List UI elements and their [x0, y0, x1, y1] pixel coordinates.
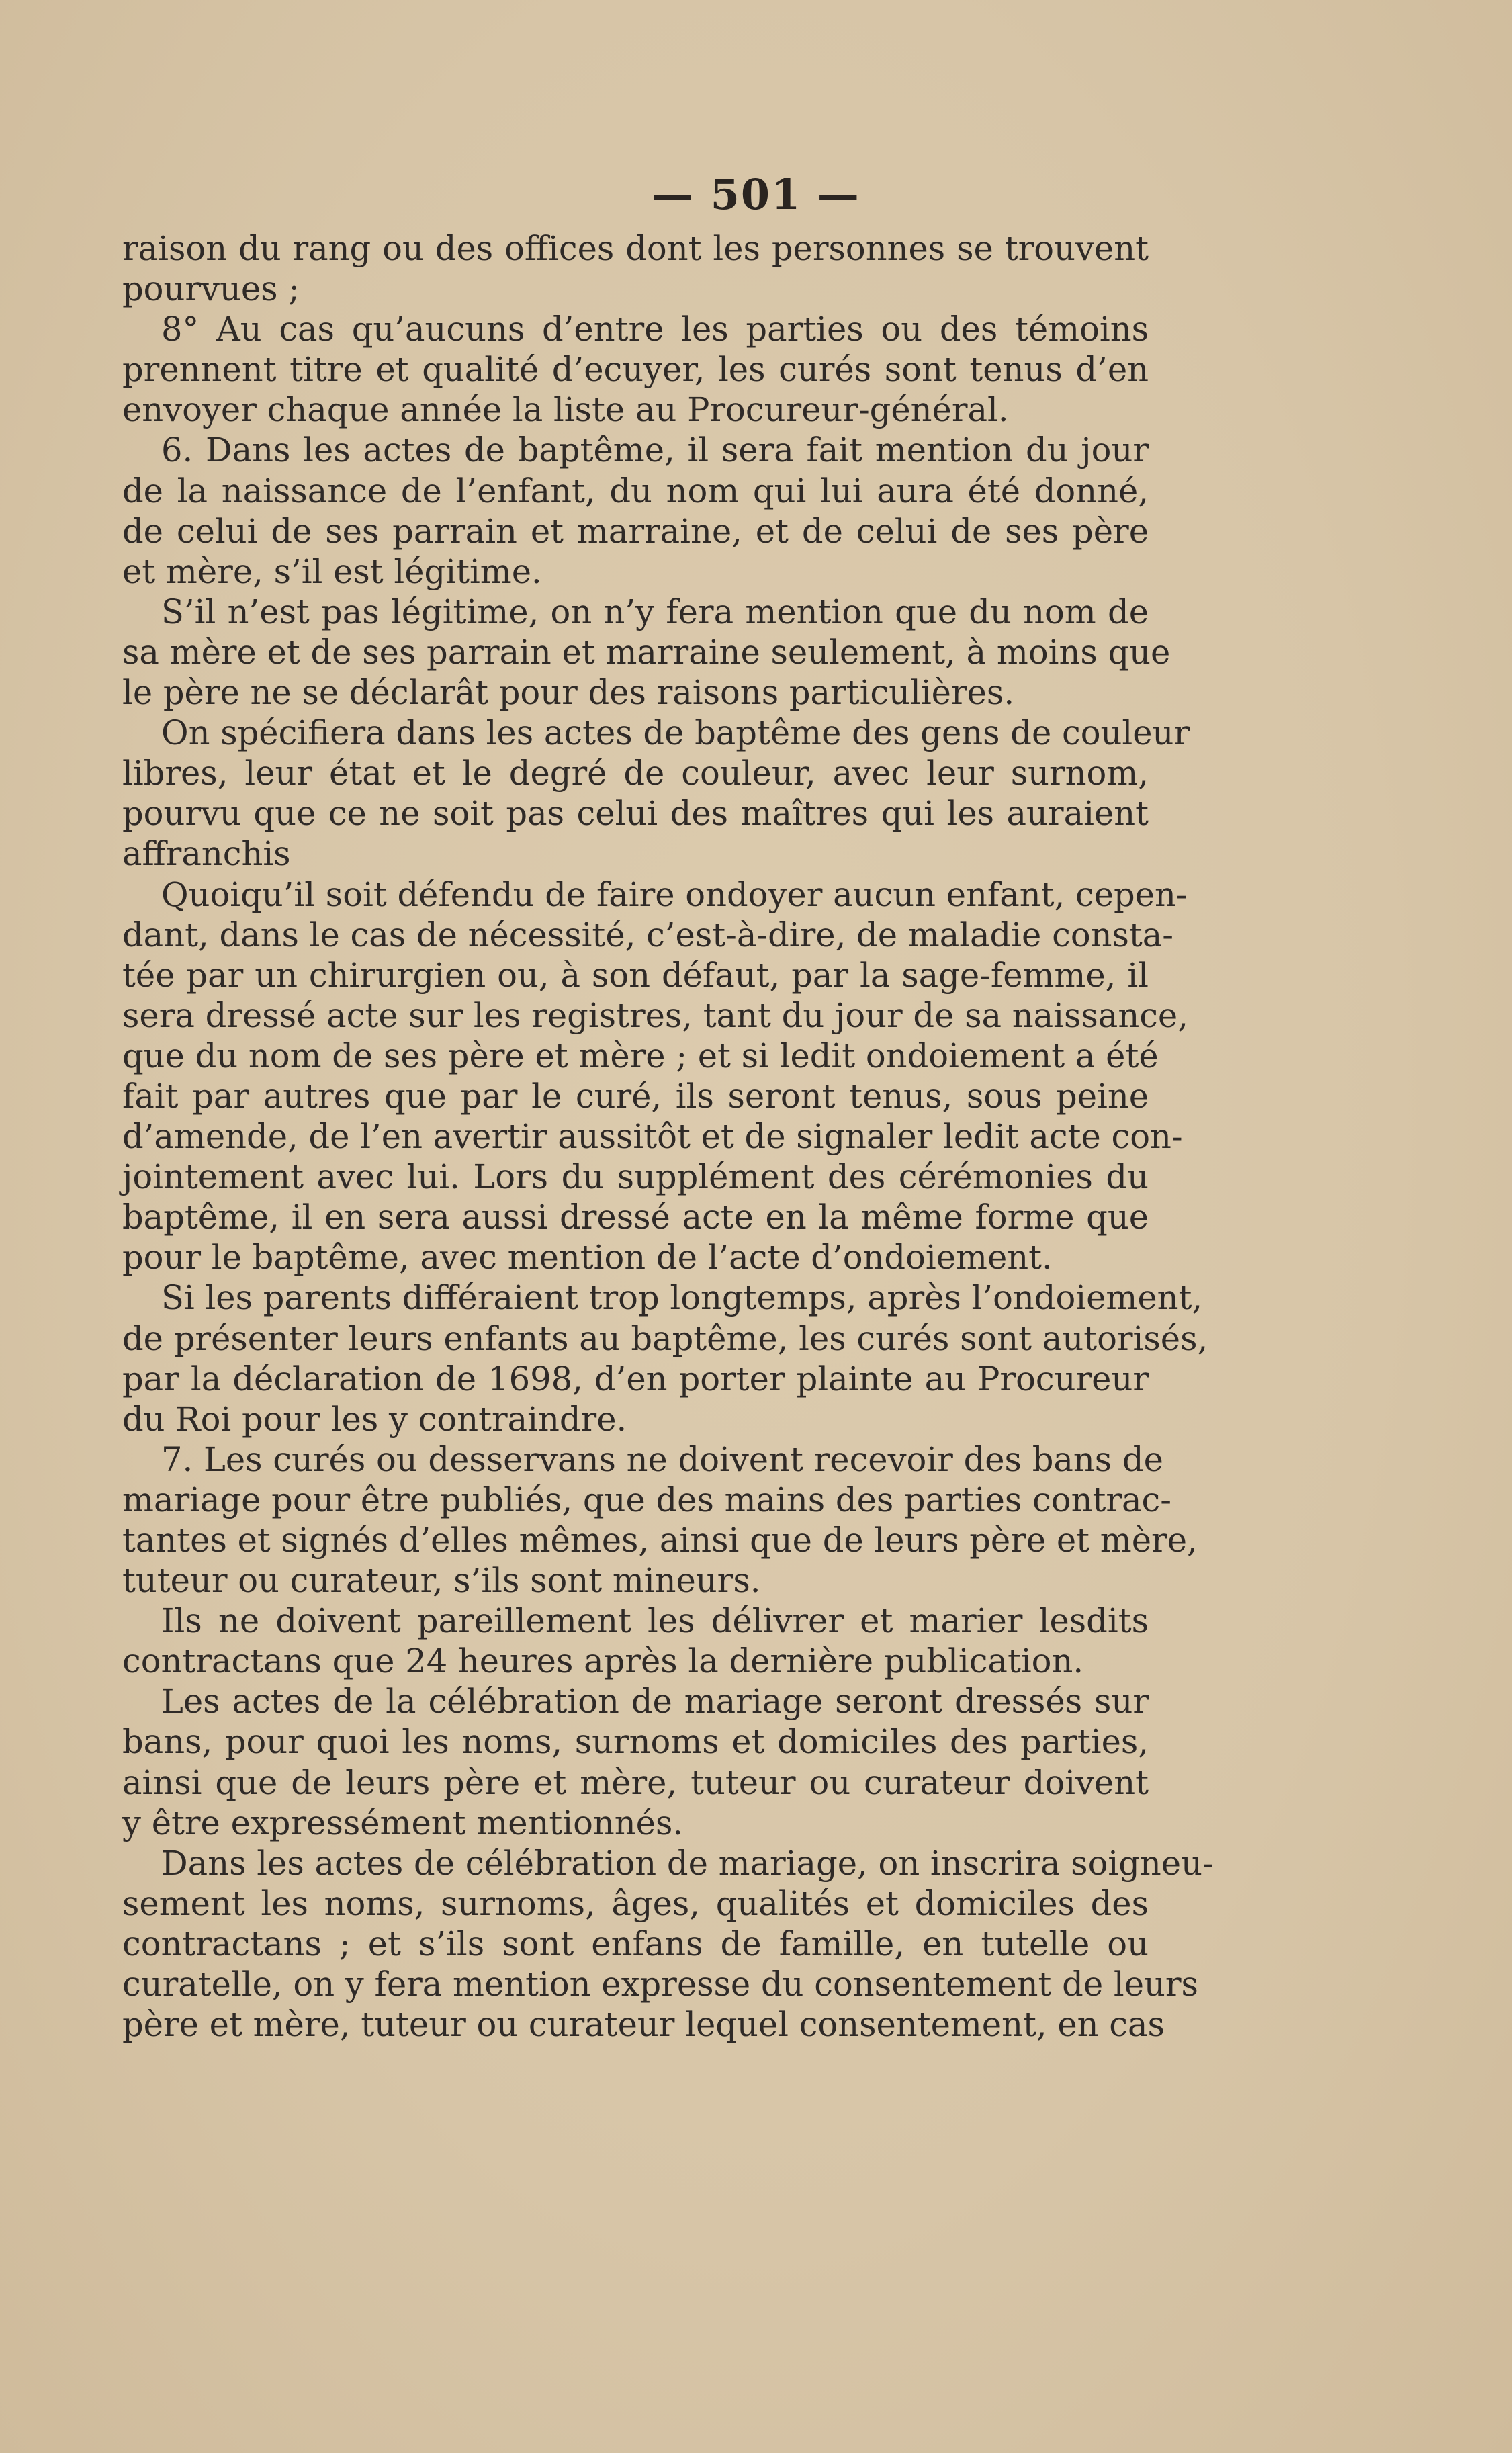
text-line: et mère, s’il est légitime.	[122, 551, 542, 591]
text-line: jointement avec lui. Lors du supplément des cérémonies du	[122, 1157, 1149, 1197]
text-line: 6. Dans les actes de baptême, il sera fait mention du jour	[161, 431, 1149, 470]
text-line: Quoiqu’il soit défendu de faire ondoyer aucun enfant, cepen-	[161, 875, 1188, 914]
text-line: 8° Au cas qu’aucuns d’entre les parties ou des témoins	[161, 310, 1149, 349]
text-line: pour le baptême, avec mention de l’acte d’ondoiement.	[122, 1238, 1053, 1278]
text-line: pourvu que ce ne soit pas celui des maîtres qui les auraient	[122, 794, 1149, 834]
text-line: tée par un chirurgien ou, à son défaut, par la sage-femme, il	[122, 955, 1149, 995]
text-line: de celui de ses parrain et marraine, et de celui de ses père	[122, 511, 1149, 551]
text-line: curatelle, on y fera mention expresse du consentement de leurs	[122, 1965, 1198, 2004]
text-line: envoyer chaque année la liste au Procureur-général.	[122, 390, 1009, 430]
text-line: père et mère, tuteur ou curateur lequel consentement, en cas	[122, 2005, 1165, 2045]
text-line: bans, pour quoi les noms, surnoms et domiciles des parties,	[122, 1722, 1149, 1762]
text-line: tantes et signés d’elles mêmes, ainsi que de leurs père et mère,	[122, 1521, 1198, 1560]
text-line: sa mère et de ses parrain et marraine seulement, à moins que	[122, 632, 1171, 672]
text-line: le père ne se déclarât pour des raisons particulières.	[122, 673, 1015, 713]
page-number: — 501 —	[652, 170, 860, 219]
text-line: libres, leur état et le degré de couleur, avec leur surnom,	[122, 754, 1149, 793]
text-line: sera dressé acte sur les registres, tant du jour de sa naissance,	[122, 995, 1188, 1035]
text-line: S’il n’est pas légitime, on n’y fera mention que du nom de	[161, 592, 1149, 631]
text-line: affranchis	[122, 834, 291, 874]
text-line: Ils ne doivent pareillement les délivrer et marier lesdits	[161, 1601, 1149, 1641]
text-line: y être expressément mentionnés.	[122, 1803, 684, 1842]
text-line: dant, dans le cas de nécessité, c’est-à-dire, de maladie consta-	[122, 915, 1174, 954]
text-line: par la déclaration de 1698, d’en porter plainte au Procureur	[122, 1359, 1149, 1398]
text-line: Si les parents différaient trop longtemps, après l’ondoiement,	[161, 1278, 1203, 1318]
text-line: d’amende, de l’en avertir aussitôt et de signaler ledit acte con-	[122, 1117, 1183, 1157]
text-line: fait par autres que par le curé, ils seront tenus, sous peine	[122, 1076, 1149, 1116]
text-line: pourvues ;	[122, 269, 300, 309]
text-line: On spécifiera dans les actes de baptême des gens de couleur	[161, 713, 1190, 753]
text-line: contractans que 24 heures après la dernière publication.	[122, 1642, 1084, 1681]
text-line: ainsi que de leurs père et mère, tuteur ou curateur doivent	[122, 1763, 1149, 1802]
text-line: prennent titre et qualité d’ecuyer, les curés sont tenus d’en	[122, 350, 1149, 390]
text-line: de la naissance de l’enfant, du nom qui lui aura été donné,	[122, 471, 1149, 510]
text-line: Les actes de la célébration de mariage seront dressés sur	[161, 1682, 1149, 1722]
text-line: mariage pour être publiés, que des mains des parties contrac-	[122, 1480, 1171, 1519]
text-line: 7. Les curés ou desservans ne doivent recevoir des bans de	[161, 1439, 1163, 1479]
text-line: que du nom de ses père et mère ; et si ledit ondoiement a été	[122, 1036, 1159, 1075]
text-line: contractans ; et s’ils sont enfans de famille, en tutelle ou	[122, 1924, 1149, 1963]
text-line: Dans les actes de célébration de mariage, on inscrira soigneu-	[161, 1843, 1214, 1883]
text-line: du Roi pour les y contraindre.	[122, 1399, 627, 1439]
text-line: tuteur ou curateur, s’ils sont mineurs.	[122, 1561, 761, 1601]
body-text	[122, 228, 1214, 2045]
text-line: raison du rang ou des offices dont les personnes se trouvent	[122, 229, 1149, 268]
text-line: sement les noms, surnoms, âges, qualités et domiciles des	[122, 1883, 1149, 1923]
text-line: baptême, il en sera aussi dressé acte en la même forme que	[122, 1198, 1149, 1237]
text-line: de présenter leurs enfants au baptême, les curés sont autorisés,	[122, 1319, 1208, 1358]
